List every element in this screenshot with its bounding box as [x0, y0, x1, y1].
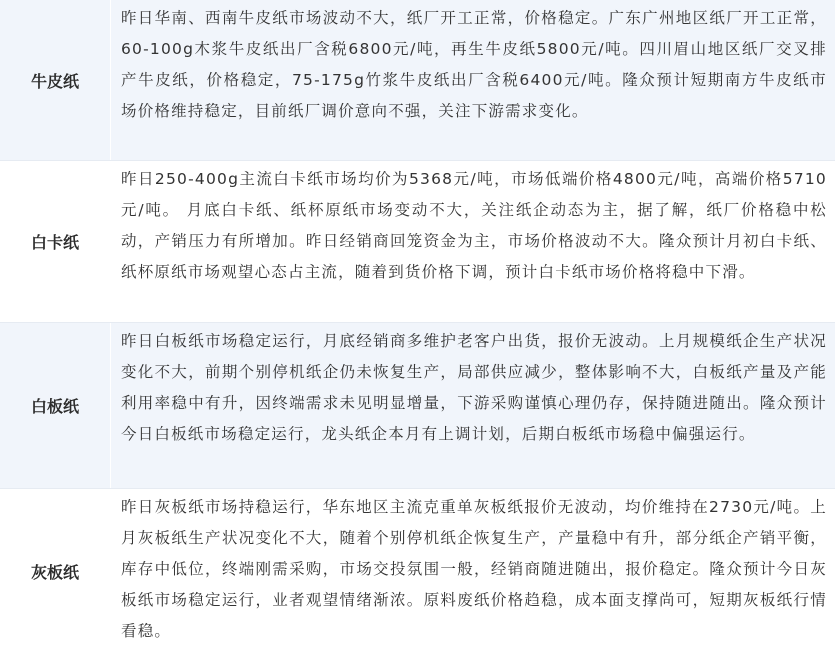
table-row-white-board — [0, 322, 835, 488]
market-commentary-kraft-paper: 昨日华南、西南牛皮纸市场波动不大，纸厂开工正常，价格稳定。广东广州地区纸厂开工正常，60-100g木浆牛皮纸出厂含税6800元/吨，再生牛皮纸5800元/吨。四川眉山地区纸厂交叉排产牛皮纸，价格稳定，75-175g竹浆牛皮纸出厂含税6400元/吨。隆众预计短期南方牛皮纸市场价格维持稳定，目前纸厂调价意向不强，关注下游需求变化。 — [121, 9, 827, 120]
category-label-ivory-board: 白卡纸 — [0, 161, 111, 322]
market-commentary-gray-board: 昨日灰板纸市场持稳运行，华东地区主流克重单灰板纸报价无波动，均价维持在2730元/吨。上月灰板纸生产状况变化不大，随着个别停机纸企恢复生产，产量稳中有升，部分纸企产销平衡，库存中低位，终端刚需采购，市场交投氛围一般，经销商随进随出，报价稳定。隆众预计今日灰板纸市场稳定运行，业者观望情绪渐浓。原料废纸价格趋稳，成本面支撑尚可，短期灰板纸行情看稳。 — [121, 498, 827, 640]
table-row-kraft-paper — [0, 0, 835, 160]
category-label-kraft-paper: 牛皮纸 — [0, 0, 111, 160]
market-commentary-ivory-board: 昨日250-400g主流白卡纸市场均价为5368元/吨，市场低端价格4800元/吨，高端价格5710元/吨。 月底白卡纸、纸杯原纸市场变动不大，关注纸企动态为主，据了解，纸厂价格稳中松动，产销压力有所增加。昨日经销商回笼资金为主，市场价格波动不大。隆众预计月初白卡纸、纸杯原纸市场观望心态占主流，随着到货价格下调，预计白卡纸市场价格将稳中下滑。 — [121, 170, 827, 281]
table-row-gray-board — [0, 488, 835, 653]
category-label-gray-board: 灰板纸 — [0, 489, 111, 653]
table-row-ivory-board — [0, 160, 835, 322]
category-label-white-board: 白板纸 — [0, 323, 111, 488]
market-commentary-white-board: 昨日白板纸市场稳定运行，月底经销商多维护老客户出货，报价无波动。上月规模纸企生产状况变化不大，前期个别停机纸企仍未恢复生产，局部供应减少，整体影响不大，白板纸产量及产能利用率稳中有升，因终端需求未见明显增量，下游采购谨慎心理仍存，保持随进随出。隆众预计今日白板纸市场稳定运行，龙头纸企本月有上调计划，后期白板纸市场稳中偏强运行。 — [121, 332, 827, 443]
